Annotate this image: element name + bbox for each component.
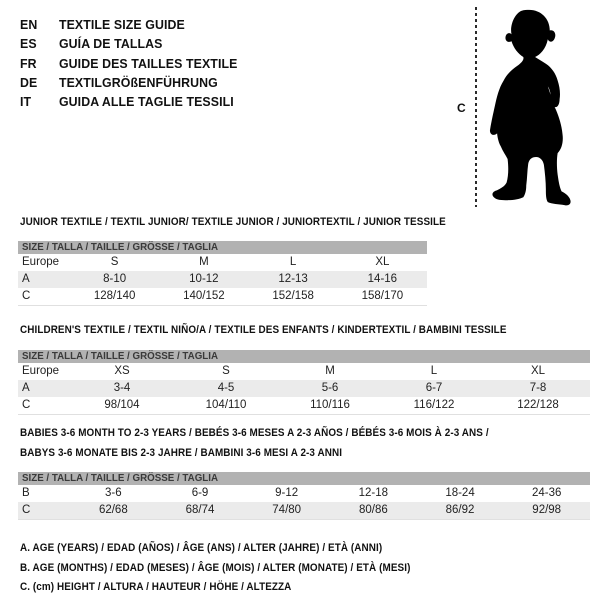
note-age-years: A. AGE (YEARS) / EDAD (AÑOS) / ÂGE (ANS) / ALTER (JAHRE) / ETÀ (ANNI) [20,542,383,554]
row-label: C [22,290,31,302]
note-age-months: B. AGE (MONTHS) / EDAD (MESES) / ÂGE (MOIS) / ALTER (MONATE) / ETÀ (MESI) [20,561,411,574]
baby-silhouette-icon [479,2,599,210]
row-label: Europe [22,256,60,268]
row-label: A [22,382,30,394]
language-row [20,15,237,34]
size-cell: S [222,365,230,377]
height-cell: 86/92 [445,504,475,516]
baby-figure [450,2,600,214]
age-cell: 10-12 [189,273,219,285]
age-cell: 3-4 [113,382,131,394]
months-cell: 9-12 [275,487,299,499]
age-cell: 12-13 [278,273,308,285]
height-label: C [457,101,466,115]
table-row-months [18,485,590,502]
row-label: B [22,487,30,499]
language-code: EN [20,17,38,32]
language-code: FR [20,55,37,71]
table-row-height [18,288,427,305]
height-cell: 140/152 [183,290,225,302]
height-cell: 80/86 [358,504,388,516]
age-cell: 6-7 [425,382,443,394]
size-cell: XS [114,365,130,377]
months-cell: 12-18 [358,487,389,499]
size-header-text: SIZE / TALLA / TAILLE / GRÖSSE / TAGLIA [22,241,219,253]
language-row [20,34,237,53]
note-height-cm: C. (cm) HEIGHT / ALTURA / HAUTEUR / HÖHE / ALTEZZA [20,581,292,593]
age-cell: 7-8 [529,382,547,394]
size-header-band [18,472,590,485]
babies-table-title-line1: BABIES 3-6 MONTH TO 2-3 YEARS / BEBÉS 3-6 MESES A 2-3 AÑOS / BÉBÉS 3-6 MOIS À 2-3 ANS / [20,427,489,439]
junior-size-table [18,241,427,306]
language-list [20,15,237,111]
height-cell: 68/74 [185,504,215,516]
size-cell: M [199,256,209,268]
size-cell: L [430,365,438,377]
height-cell: 110/116 [310,399,350,411]
height-cell: 158/170 [361,290,404,302]
size-cell: S [110,256,119,268]
junior-table-title: JUNIOR TEXTILE / TEXTIL JUNIOR/ TEXTILE JUNIOR / JUNIORTEXTIL / JUNIOR TESSILE [20,216,446,228]
language-title: TEXTILGRÖßENFÜHRUNG [58,74,218,90]
height-cell: 152/158 [272,290,314,302]
babies-table-title-line2: BABYS 3-6 MONATE BIS 2-3 JAHRE / BAMBINI 3-6 MESI A 2-3 ANNI [20,447,343,459]
size-cell: L [289,256,297,268]
height-dashed-line [475,7,477,207]
height-cell: 122/128 [517,399,559,411]
age-cell: 4-5 [217,382,235,394]
height-cell: 74/80 [272,504,302,516]
row-label: Europe [22,365,60,377]
language-code: DE [20,74,38,90]
months-cell: 24-36 [531,487,562,499]
language-row [20,92,237,111]
height-cell: 92/98 [532,504,562,516]
table-row-height [18,397,590,414]
language-code: IT [20,94,32,110]
size-cell: XL [375,256,390,268]
language-title: GUIDE DES TAILLES TEXTILE [58,55,238,71]
age-cell: 14-16 [367,273,398,285]
babies-size-table [18,472,590,520]
months-cell: 6-9 [191,487,209,499]
language-title: GUÍA DE TALLAS [58,36,163,52]
months-cell: 18-24 [445,487,475,499]
height-cell: 104/110 [205,399,247,411]
age-cell: 8-10 [103,273,127,285]
table-row-age [18,271,427,288]
height-cell: 62/68 [98,504,128,516]
height-cell: 128/140 [93,290,136,302]
months-cell: 3-6 [105,487,122,499]
language-title: TEXTILE SIZE GUIDE [58,17,185,32]
row-label: A [22,273,30,285]
children-size-table [18,350,590,415]
children-table-title: CHILDREN'S TEXTILE / TEXTIL NIÑO/A / TEXTILE DES ENFANTS / KINDERTEXTIL / BAMBINI TESSILE [20,324,507,336]
height-cell: 116/122 [413,399,455,411]
language-row [20,73,237,92]
language-row [20,54,237,73]
table-row-age [18,380,590,397]
row-label: C [22,504,31,516]
table-row-europe [18,363,590,380]
size-header-text: SIZE / TALLA / TAILLE / GRÖSSE / TAGLIA [22,472,219,484]
age-cell: 5-6 [321,382,339,394]
table-row-europe [18,254,427,271]
size-header-band [18,241,427,254]
language-code: ES [20,36,37,52]
size-cell: M [325,365,335,377]
size-cell: XL [530,365,546,377]
row-label: C [22,399,31,411]
legend-notes [20,539,454,598]
language-title: GUIDA ALLE TAGLIE TESSILI [58,94,234,110]
size-header-band [18,350,590,363]
height-cell: 98/104 [104,399,140,411]
table-row-height [18,502,590,519]
size-header-text: SIZE / TALLA / TAILLE / GRÖSSE / TAGLIA [22,350,219,362]
